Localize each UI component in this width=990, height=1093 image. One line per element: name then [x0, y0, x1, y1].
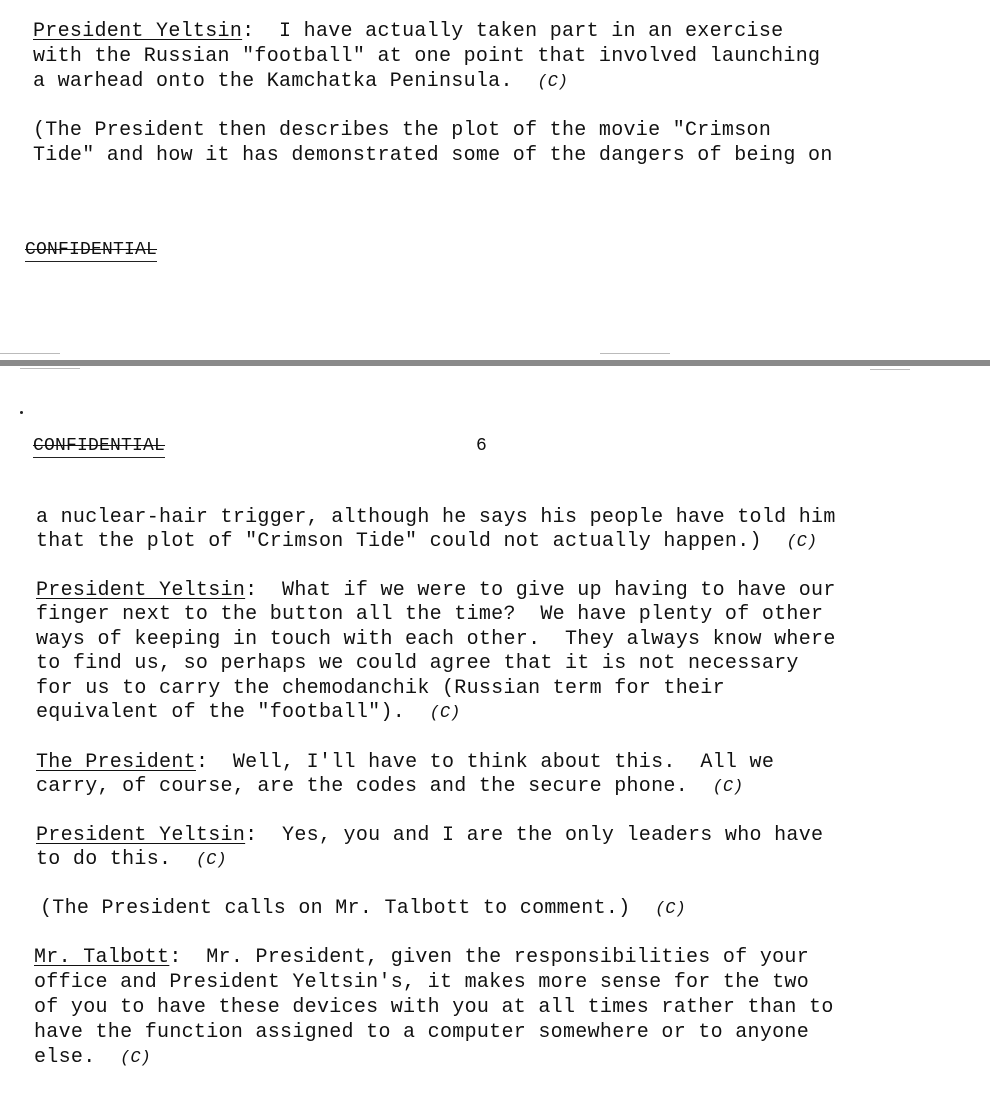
scan-artifact: [600, 353, 670, 354]
classification-mark: (C): [429, 704, 461, 723]
speaker-label: President Yeltsin: [33, 20, 243, 43]
president-paragraph-line-2: carry, of course, are the codes and the secure phone. (C): [36, 775, 744, 798]
talbott-paragraph-line-1: Mr. Talbott: Mr. President, given the responsibilities of your: [34, 946, 810, 969]
speaker-label: Mr. Talbott: [34, 946, 170, 969]
narration-continued-line-1: a nuclear-hair trigger, although he says his people have told him: [36, 506, 836, 529]
classification-mark: (C): [655, 900, 686, 919]
classification-mark: (C): [195, 851, 227, 870]
talbott-paragraph-line-3: of you to have these devices with you at all times rather than to: [34, 996, 834, 1019]
scan-speck: [20, 411, 23, 414]
scan-artifact: [0, 353, 60, 354]
speaker-label: President Yeltsin: [36, 824, 246, 847]
classification-mark: (C): [537, 73, 568, 92]
yeltsin-paragraph-3-line-2: to do this. (C): [36, 848, 227, 871]
yeltsin-paragraph-2-line-2: finger next to the button all the time? We have plenty of other: [36, 603, 824, 626]
yeltsin-paragraph-2-line-3: ways of keeping in touch with each other. They always know where: [36, 628, 836, 651]
narration-continued-line-2: that the plot of "Crimson Tide" could not actually happen.) (C): [36, 530, 818, 553]
talbott-paragraph-line-2: office and President Yeltsin's, it makes more sense for the two: [34, 971, 810, 994]
talbott-paragraph-line-5: else. (C): [34, 1046, 151, 1069]
yeltsin-paragraph-2-line-5: for us to carry the chemodanchik (Russian term for their: [36, 677, 725, 700]
yeltsin-paragraph-2-line-1: President Yeltsin: What if we were to give up having to have our: [36, 579, 836, 602]
classification-mark: (C): [120, 1049, 151, 1068]
scan-artifact: [870, 369, 910, 370]
yeltsin-paragraph-1-line-3: a warhead onto the Kamchatka Peninsula. (C): [33, 70, 568, 93]
page-number: 6: [476, 436, 487, 456]
classification-mark: (C): [712, 778, 744, 797]
narration-paragraph-line-2: Tide" and how it has demonstrated some of the dangers of being on: [33, 144, 833, 167]
speaker-label: The President: [36, 751, 196, 774]
yeltsin-paragraph-1-line-1: President Yeltsin: I have actually taken part in an exercise: [33, 20, 784, 43]
header-classification: CONFIDENTIAL: [33, 436, 166, 456]
yeltsin-paragraph-2-line-4: to find us, so perhaps we could agree that it is not necessary: [36, 652, 799, 675]
narration-paragraph-line-1: (The President then describes the plot of the movie "Crimson: [33, 119, 772, 142]
classification-mark: (C): [786, 533, 818, 552]
footer-classification: CONFIDENTIAL: [25, 240, 158, 260]
yeltsin-paragraph-2-line-6: equivalent of the "football"). (C): [36, 701, 461, 724]
yeltsin-paragraph-3-line-1: President Yeltsin: Yes, you and I are the only leaders who have: [36, 824, 824, 847]
narration-talbott-line: (The President calls on Mr. Talbott to comment.) (C): [40, 897, 686, 920]
speaker-label: President Yeltsin: [36, 579, 246, 602]
scan-artifact: [20, 368, 80, 369]
page-break-divider: [0, 360, 990, 366]
talbott-paragraph-line-4: have the function assigned to a computer somewhere or to anyone: [34, 1021, 810, 1044]
president-paragraph-line-1: The President: Well, I'll have to think about this. All we: [36, 751, 775, 774]
yeltsin-paragraph-1-line-2: with the Russian "football" at one point that involved launching: [33, 45, 821, 68]
